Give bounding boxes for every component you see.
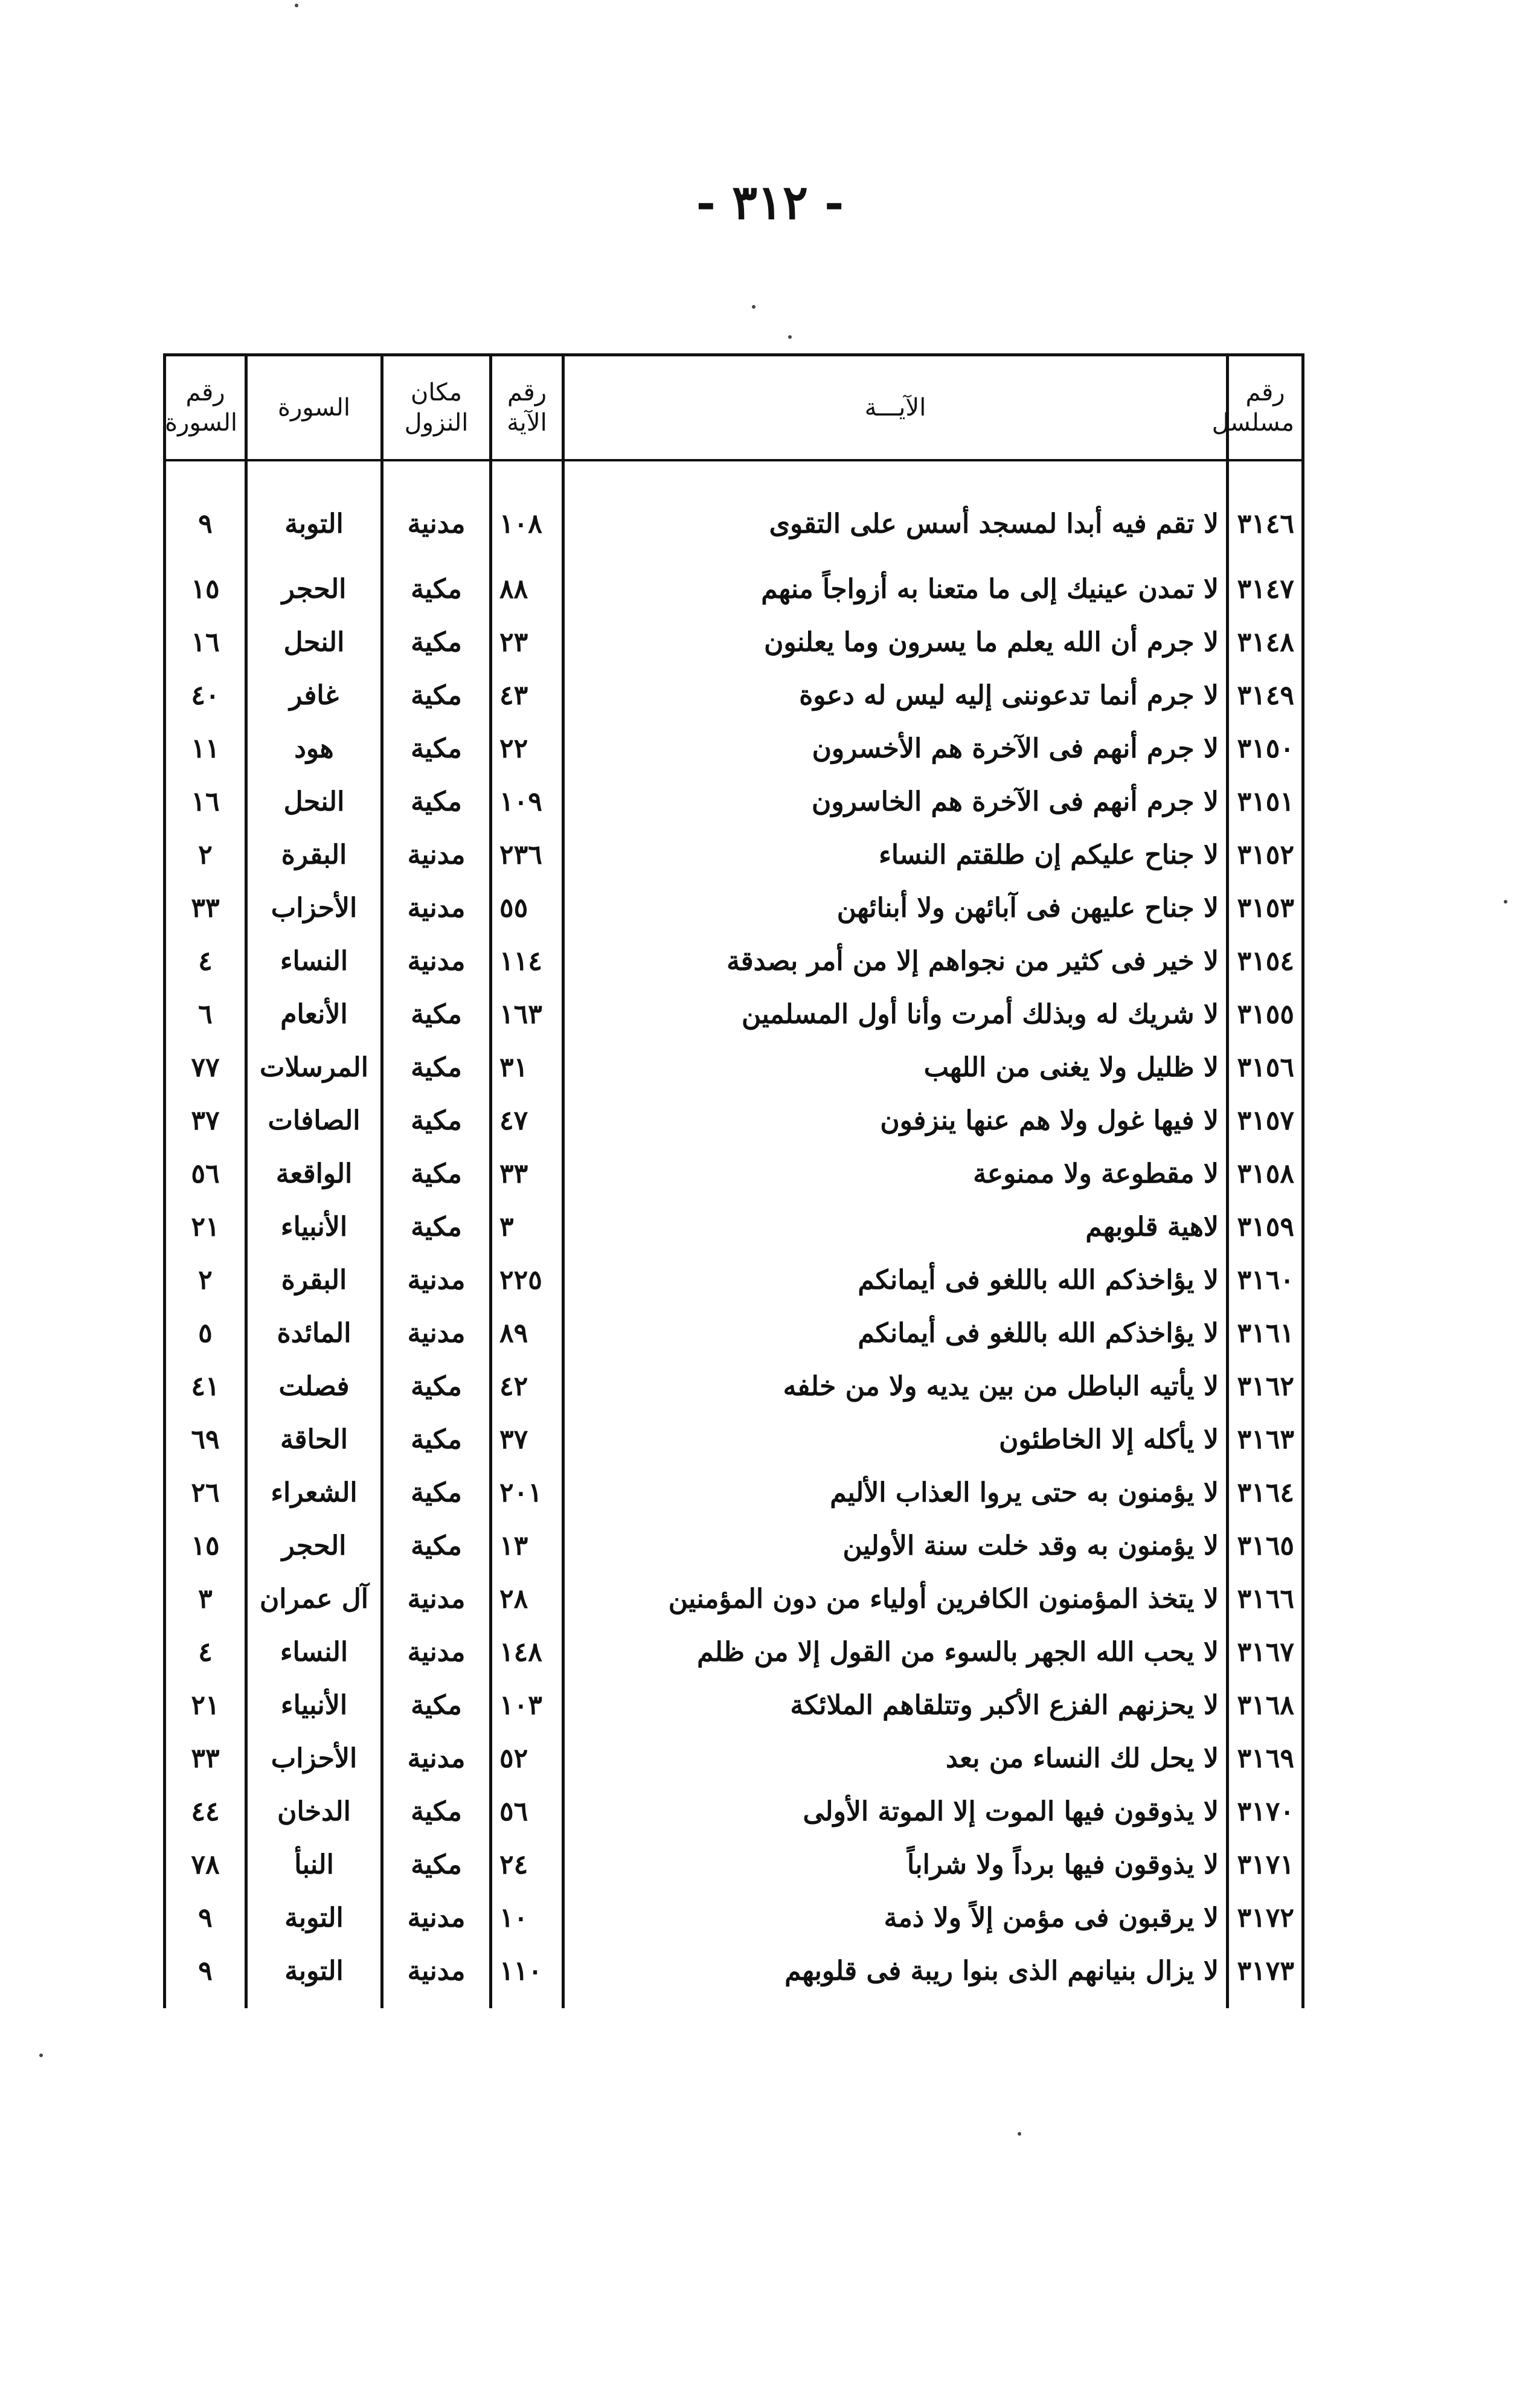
scan-speck — [1018, 2132, 1021, 2136]
table-header — [165, 355, 1303, 461]
table-filler-row — [165, 1998, 1303, 2008]
cell-surah: آل عمران — [246, 1573, 382, 1626]
cell-serial: ٣١٦٠ — [1228, 1254, 1303, 1307]
cell-serial: ٣١٧٠ — [1228, 1785, 1303, 1838]
filler-cell — [1228, 1998, 1303, 2008]
cell-place: مدنية — [382, 1573, 491, 1626]
table-row — [165, 1094, 1303, 1148]
cell-serial: ٣١٧٣ — [1228, 1945, 1303, 1998]
table-row — [165, 1201, 1303, 1254]
cell-place: مدنية — [382, 1892, 491, 1945]
table-row — [165, 1626, 1303, 1679]
cell-verse: لا يؤمنون به وقد خلت سنة الأولين — [563, 1520, 1228, 1573]
cell-surah: الأنعام — [246, 988, 382, 1041]
table-row — [165, 1838, 1303, 1892]
cell-surah: المرسلات — [246, 1041, 382, 1094]
cell-surah-number: ٤ — [165, 1626, 246, 1679]
table-row — [165, 882, 1303, 935]
cell-ayah-number: ٨٩ — [491, 1307, 563, 1360]
cell-surah-number: ٧٧ — [165, 1041, 246, 1094]
cell-verse: لا خير فى كثير من نجواهم إلا من أمر بصدقة — [563, 935, 1228, 988]
cell-place: مدنية — [382, 935, 491, 988]
cell-verse: لا يزال بنيانهم الذى بنوا ريبة فى قلوبهم — [563, 1945, 1228, 1998]
cell-surah-number: ٣٣ — [165, 882, 246, 935]
cell-place: مكية — [382, 669, 491, 722]
cell-surah-number: ٢٦ — [165, 1466, 246, 1520]
cell-ayah-number: ٢٠١ — [491, 1466, 563, 1520]
cell-ayah-number: ٢٨ — [491, 1573, 563, 1626]
cell-ayah-number: ٤٣ — [491, 669, 563, 722]
scan-speck — [39, 2054, 43, 2057]
cell-serial: ٣١٧١ — [1228, 1838, 1303, 1892]
cell-serial: ٣١٥٥ — [1228, 988, 1303, 1041]
cell-serial: ٣١٥٩ — [1228, 1201, 1303, 1254]
cell-place: مدنية — [382, 1626, 491, 1679]
cell-ayah-number: ٤٧ — [491, 1094, 563, 1148]
cell-verse: لا مقطوعة ولا ممنوعة — [563, 1148, 1228, 1201]
cell-surah-number: ٢ — [165, 829, 246, 882]
cell-surah-number: ٥٦ — [165, 1148, 246, 1201]
cell-surah: النحل — [246, 776, 382, 829]
cell-ayah-number: ٥٦ — [491, 1785, 563, 1838]
cell-verse: لا يؤمنون به حتى يروا العذاب الأليم — [563, 1466, 1228, 1520]
cell-serial: ٣١٤٧ — [1228, 563, 1303, 616]
cell-serial: ٣١٥٤ — [1228, 935, 1303, 988]
header-verse: الآيـــة — [563, 355, 1228, 461]
cell-serial: ٣١٦١ — [1228, 1307, 1303, 1360]
cell-place: مكية — [382, 1413, 491, 1466]
cell-surah: الأنبياء — [246, 1201, 382, 1254]
table-row — [165, 829, 1303, 882]
filler-cell — [563, 1998, 1228, 2008]
cell-ayah-number: ١١٠ — [491, 1945, 563, 1998]
cell-ayah-number: ٥٢ — [491, 1732, 563, 1785]
cell-serial: ٣١٦٨ — [1228, 1679, 1303, 1732]
cell-place: مدنية — [382, 1254, 491, 1307]
cell-surah: النحل — [246, 616, 382, 669]
cell-place: مكية — [382, 1148, 491, 1201]
cell-surah-number: ٢ — [165, 1254, 246, 1307]
cell-verse: لا يحل لك النساء من بعد — [563, 1732, 1228, 1785]
cell-ayah-number: ٢٣٦ — [491, 829, 563, 882]
table-body — [165, 460, 1303, 2008]
cell-verse: لا شريك له وبذلك أمرت وأنا أول المسلمين — [563, 988, 1228, 1041]
filler-cell — [165, 1998, 246, 2008]
table-row — [165, 1892, 1303, 1945]
header-surah: السورة — [246, 355, 382, 461]
header-place: مكان النزول — [382, 355, 491, 461]
cell-ayah-number: ١٠ — [491, 1892, 563, 1945]
cell-surah-number: ١٦ — [165, 776, 246, 829]
cell-serial: ٣١٥٦ — [1228, 1041, 1303, 1094]
cell-verse: لا يؤاخذكم الله باللغو فى أيمانكم — [563, 1307, 1228, 1360]
cell-place: مكية — [382, 1520, 491, 1573]
cell-ayah-number: ٢٢٥ — [491, 1254, 563, 1307]
verse-index-table-container — [166, 353, 1304, 2008]
table-row — [165, 669, 1303, 722]
cell-surah: الشعراء — [246, 1466, 382, 1520]
page-number: - ٣١٢ - — [696, 175, 844, 230]
cell-surah: النساء — [246, 1626, 382, 1679]
filler-cell — [491, 1998, 563, 2008]
cell-place: مكية — [382, 1838, 491, 1892]
cell-surah: التوبة — [246, 1892, 382, 1945]
cell-place: مكية — [382, 722, 491, 776]
cell-surah-number: ١٦ — [165, 616, 246, 669]
table-row — [165, 1679, 1303, 1732]
table-row — [165, 563, 1303, 616]
table-row — [165, 1413, 1303, 1466]
cell-place: مكية — [382, 1094, 491, 1148]
cell-place: مدنية — [382, 1732, 491, 1785]
cell-surah-number: ٣٣ — [165, 1732, 246, 1785]
cell-verse: لا يتخذ المؤمنون الكافرين أولياء من دون المؤمنين — [563, 1573, 1228, 1626]
cell-ayah-number: ١٠٣ — [491, 1679, 563, 1732]
cell-ayah-number: ١٦٣ — [491, 988, 563, 1041]
cell-surah-number: ٢١ — [165, 1201, 246, 1254]
cell-surah: الحجر — [246, 563, 382, 616]
cell-ayah-number: ٨٨ — [491, 563, 563, 616]
cell-surah-number: ٩ — [165, 1892, 246, 1945]
cell-surah: النساء — [246, 935, 382, 988]
cell-serial: ٣١٥١ — [1228, 776, 1303, 829]
filler-cell — [246, 1998, 382, 2008]
verse-index-table — [163, 353, 1304, 2008]
cell-verse: لا جرم أنهم فى الآخرة هم الأخسرون — [563, 722, 1228, 776]
cell-surah-number: ٣٧ — [165, 1094, 246, 1148]
cell-serial: ٣١٧٢ — [1228, 1892, 1303, 1945]
cell-ayah-number: ١١٤ — [491, 935, 563, 988]
cell-ayah-number: ٣١ — [491, 1041, 563, 1094]
table-row — [165, 1785, 1303, 1838]
cell-ayah-number: ١٤٨ — [491, 1626, 563, 1679]
cell-surah: فصلت — [246, 1360, 382, 1413]
cell-surah-number: ١٥ — [165, 563, 246, 616]
cell-serial: ٣١٤٨ — [1228, 616, 1303, 669]
cell-ayah-number: ٢٢ — [491, 722, 563, 776]
cell-surah-number: ٦ — [165, 988, 246, 1041]
cell-serial: ٣١٦٢ — [1228, 1360, 1303, 1413]
table-row — [165, 1307, 1303, 1360]
cell-serial: ٣١٤٩ — [1228, 669, 1303, 722]
cell-surah: المائدة — [246, 1307, 382, 1360]
cell-surah: الأحزاب — [246, 882, 382, 935]
cell-surah-number: ٩ — [165, 1945, 246, 1998]
cell-surah-number: ٦٩ — [165, 1413, 246, 1466]
cell-surah: الأحزاب — [246, 1732, 382, 1785]
cell-verse: لا جناح عليكم إن طلقتم النساء — [563, 829, 1228, 882]
cell-surah-number: ١١ — [165, 722, 246, 776]
cell-surah: غافر — [246, 669, 382, 722]
cell-surah: الحاقة — [246, 1413, 382, 1466]
cell-serial: ٣١٥٣ — [1228, 882, 1303, 935]
cell-verse: لا ظليل ولا يغنى من اللهب — [563, 1041, 1228, 1094]
cell-serial: ٣١٥٠ — [1228, 722, 1303, 776]
cell-ayah-number: ٣٧ — [491, 1413, 563, 1466]
cell-surah: البقرة — [246, 1254, 382, 1307]
cell-surah: التوبة — [246, 460, 382, 563]
cell-surah: النبأ — [246, 1838, 382, 1892]
cell-verse: لا تمدن عينيك إلى ما متعنا به أزواجاً منهم — [563, 563, 1228, 616]
cell-surah: الأنبياء — [246, 1679, 382, 1732]
cell-surah-number: ٤ — [165, 935, 246, 988]
cell-serial: ٣١٦٣ — [1228, 1413, 1303, 1466]
scan-speck — [788, 335, 792, 339]
cell-verse: لا تقم فيه أبدا لمسجد أسس على التقوى — [563, 460, 1228, 563]
table-row — [165, 1520, 1303, 1573]
table-row — [165, 616, 1303, 669]
cell-place: مكية — [382, 1041, 491, 1094]
cell-ayah-number: ٢٤ — [491, 1838, 563, 1892]
cell-place: مدنية — [382, 1945, 491, 1998]
table-row — [165, 988, 1303, 1041]
cell-verse: لا يأتيه الباطل من بين يديه ولا من خلفه — [563, 1360, 1228, 1413]
cell-verse: لا يؤاخذكم الله باللغو فى أيمانكم — [563, 1254, 1228, 1307]
table-row — [165, 722, 1303, 776]
cell-place: مكية — [382, 563, 491, 616]
cell-verse: لاهية قلوبهم — [563, 1201, 1228, 1254]
table-row — [165, 1945, 1303, 1998]
table-row — [165, 1254, 1303, 1307]
table-row — [165, 460, 1303, 563]
cell-surah-number: ٤١ — [165, 1360, 246, 1413]
cell-verse: لا جرم أنهم فى الآخرة هم الخاسرون — [563, 776, 1228, 829]
cell-verse: لا يذوقون فيها برداً ولا شراباً — [563, 1838, 1228, 1892]
header-row — [165, 355, 1303, 461]
cell-serial: ٣١٥٢ — [1228, 829, 1303, 882]
cell-serial: ٣١٦٤ — [1228, 1466, 1303, 1520]
cell-ayah-number: ١٠٩ — [491, 776, 563, 829]
cell-place: مكية — [382, 1466, 491, 1520]
header-surah-number: رقم السورة — [165, 355, 246, 461]
header-serial: رقم مسلسل — [1228, 355, 1303, 461]
cell-place: مدنية — [382, 882, 491, 935]
cell-surah: التوبة — [246, 1945, 382, 1998]
cell-surah: الحجر — [246, 1520, 382, 1573]
cell-serial: ٣١٦٩ — [1228, 1732, 1303, 1785]
table-row — [165, 1360, 1303, 1413]
cell-surah-number: ٢١ — [165, 1679, 246, 1732]
cell-verse: لا يحب الله الجهر بالسوء من القول إلا من ظلم — [563, 1626, 1228, 1679]
cell-serial: ٣١٦٦ — [1228, 1573, 1303, 1626]
cell-verse: لا يرقبون فى مؤمن إلاً ولا ذمة — [563, 1892, 1228, 1945]
table-row — [165, 776, 1303, 829]
cell-ayah-number: ٤٢ — [491, 1360, 563, 1413]
cell-place: مكية — [382, 988, 491, 1041]
cell-verse: لا جرم أن الله يعلم ما يسرون وما يعلنون — [563, 616, 1228, 669]
cell-place: مكية — [382, 616, 491, 669]
cell-surah-number: ٧٨ — [165, 1838, 246, 1892]
cell-surah: هود — [246, 722, 382, 776]
cell-serial: ٣١٥٨ — [1228, 1148, 1303, 1201]
cell-verse: لا يأكله إلا الخاطئون — [563, 1413, 1228, 1466]
cell-surah: الواقعة — [246, 1148, 382, 1201]
cell-surah-number: ٤٤ — [165, 1785, 246, 1838]
cell-serial: ٣١٦٥ — [1228, 1520, 1303, 1573]
cell-ayah-number: ١٣ — [491, 1520, 563, 1573]
cell-verse: لا جرم أنما تدعوننى إليه ليس له دعوة — [563, 669, 1228, 722]
cell-place: مدنية — [382, 460, 491, 563]
cell-serial: ٣١٤٦ — [1228, 460, 1303, 563]
cell-ayah-number: ٣٣ — [491, 1148, 563, 1201]
cell-verse: لا جناح عليهن فى آبائهن ولا أبنائهن — [563, 882, 1228, 935]
table-row — [165, 1732, 1303, 1785]
cell-surah-number: ٩ — [165, 460, 246, 563]
cell-place: مكية — [382, 1201, 491, 1254]
cell-place: مكية — [382, 776, 491, 829]
scan-speck — [752, 305, 756, 309]
cell-place: مكية — [382, 1360, 491, 1413]
cell-serial: ٣١٥٧ — [1228, 1094, 1303, 1148]
scan-speck — [1504, 900, 1507, 904]
cell-surah-number: ١٥ — [165, 1520, 246, 1573]
cell-verse: لا فيها غول ولا هم عنها ينزفون — [563, 1094, 1228, 1148]
cell-surah-number: ٣ — [165, 1573, 246, 1626]
cell-ayah-number: ١٠٨ — [491, 460, 563, 563]
cell-ayah-number: ٥٥ — [491, 882, 563, 935]
cell-verse: لا يحزنهم الفزع الأكبر وتتلقاهم الملائكة — [563, 1679, 1228, 1732]
cell-verse: لا يذوقون فيها الموت إلا الموتة الأولى — [563, 1785, 1228, 1838]
scan-speck — [295, 4, 298, 7]
cell-place: مكية — [382, 1785, 491, 1838]
cell-surah-number: ٥ — [165, 1307, 246, 1360]
cell-surah: البقرة — [246, 829, 382, 882]
cell-surah-number: ٤٠ — [165, 669, 246, 722]
table-row — [165, 1148, 1303, 1201]
cell-ayah-number: ٣ — [491, 1201, 563, 1254]
table-row — [165, 1573, 1303, 1626]
cell-place: مدنية — [382, 829, 491, 882]
table-row — [165, 1466, 1303, 1520]
cell-surah: الدخان — [246, 1785, 382, 1838]
table-row — [165, 1041, 1303, 1094]
table-row — [165, 935, 1303, 988]
cell-place: مكية — [382, 1679, 491, 1732]
cell-ayah-number: ٢٣ — [491, 616, 563, 669]
header-ayah-number: رقم الآية — [491, 355, 563, 461]
cell-serial: ٣١٦٧ — [1228, 1626, 1303, 1679]
cell-surah: الصافات — [246, 1094, 382, 1148]
cell-place: مدنية — [382, 1307, 491, 1360]
filler-cell — [382, 1998, 491, 2008]
